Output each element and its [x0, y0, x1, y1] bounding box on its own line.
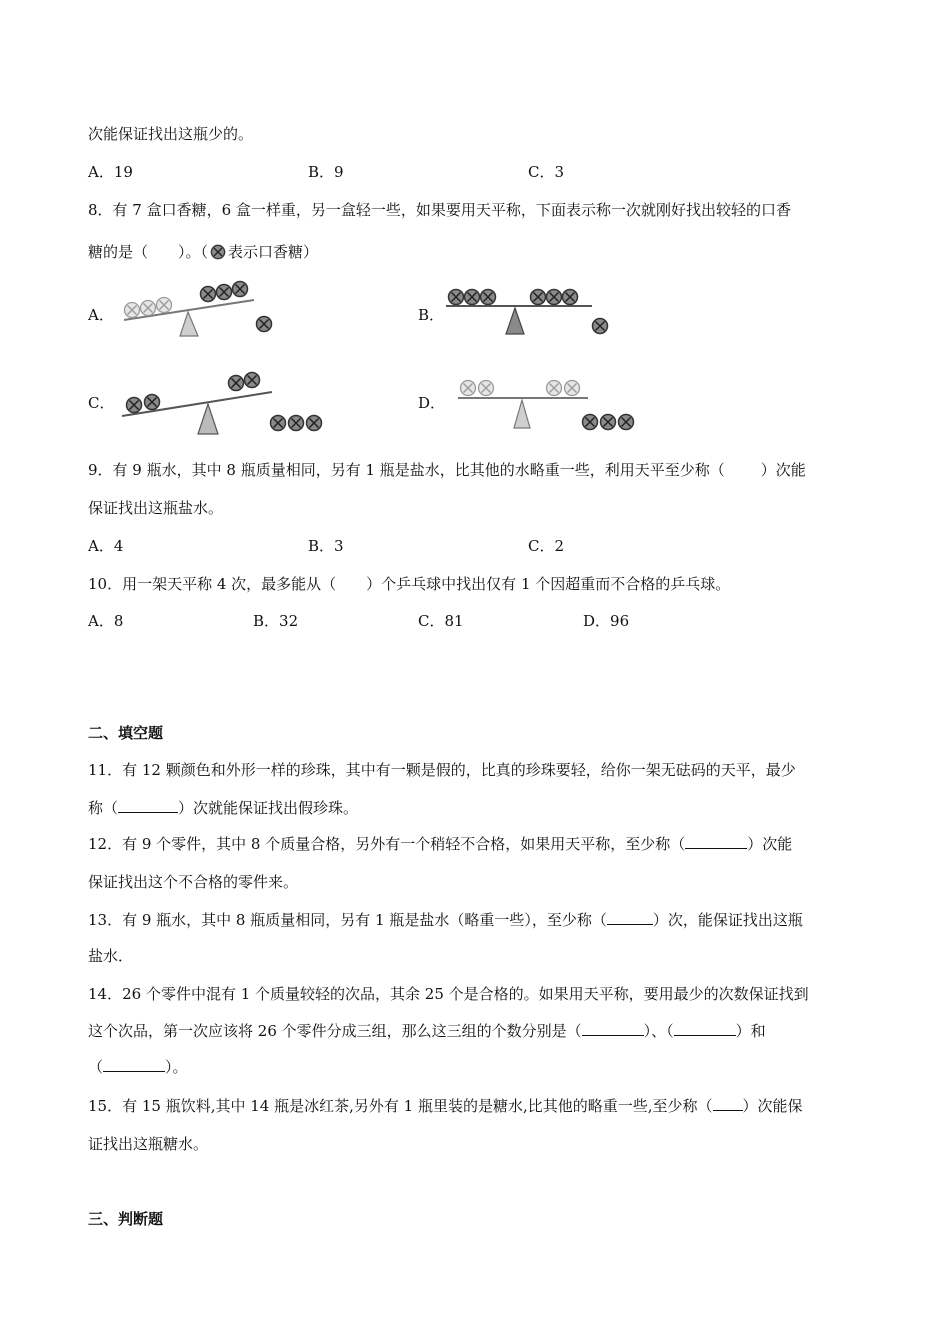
q13-text-b: ）次，能保证找出这瓶: [652, 911, 803, 929]
q15-text-line1: [88, 1096, 803, 1116]
q15-answer-blank[interactable]: [713, 1096, 743, 1111]
q9-option-b[interactable]: B．3: [308, 537, 344, 555]
q8-option-a[interactable]: A．: [88, 306, 114, 324]
q13-text-line2: 盐水．: [88, 947, 134, 965]
q10-text: [88, 574, 730, 594]
q15-text-b: ）次能保: [742, 1097, 803, 1115]
q14-text-b: ）、（: [643, 1022, 674, 1040]
q7-option-b[interactable]: B．9: [308, 163, 344, 181]
q14-answer-blank-1[interactable]: [582, 1021, 644, 1036]
q12-text-line2: 保证找出这个不合格的零件来。: [88, 873, 299, 891]
q12-text-b: ）次能: [747, 835, 793, 853]
q9-option-c[interactable]: C．2: [528, 537, 565, 555]
q8-option-c[interactable]: C．: [88, 394, 115, 412]
q8-option-d[interactable]: D．: [418, 394, 446, 412]
q12-text-a: 12．有 9 个零件，其中 8 个质量合格，另外有一个稍轻不合格，如果用天平称，至少称（: [88, 835, 686, 853]
q13-answer-blank[interactable]: [607, 910, 653, 925]
q8-text-a: 糖的是（: [88, 243, 149, 261]
q12-answer-blank[interactable]: [685, 834, 747, 849]
q14-text-line1: 14．26 个零件中混有 1 个质量较轻的次品，其余 25 个是合格的。如果用天平称，要用最少的次数保证找到: [88, 985, 809, 1003]
balance-figure-a: [118, 278, 288, 340]
balance-figure-c: [118, 366, 338, 440]
section-2-title: 二、填空题: [88, 724, 164, 742]
q12-text-line1: [88, 834, 792, 854]
balance-figure-d: [454, 372, 644, 438]
q11-text-b: ）次就能保证找出假珍珠。: [178, 799, 359, 817]
q8-text-line1: 8．有 7 盒口香糖，6 盒一样重，另一盒轻一些，如果要用天平称，下面表示称一次就刚好找出较轻的口香: [88, 201, 791, 219]
q13-text-a: 13．有 9 瓶水，其中 8 瓶质量相同，另有 1 瓶是盐水（略重一些），至少称（: [88, 911, 607, 929]
section-3-title: 三、判断题: [88, 1210, 164, 1228]
q15-text-a: 15．有 15 瓶饮料,其中 14 瓶是冰红茶,另外有 1 瓶里装的是糖水,比其他的略重一些,至少称（: [88, 1097, 713, 1115]
q10-option-a[interactable]: A．8: [88, 612, 124, 630]
q11-text-line1: 11．有 12 颗颜色和外形一样的珍珠，其中有一颗是假的，比真的珍珠要轻，给你一架无砝码的天平，最少: [88, 761, 796, 779]
q14-text-e: ）。: [165, 1058, 188, 1076]
q11-text-line2: [88, 798, 358, 818]
q7-option-a[interactable]: A．19: [88, 163, 133, 181]
q13-text-line1: [88, 910, 803, 930]
q14-text-a: 这个次品，第一次应该将 26 个零件分成三组，那么这三组的个数分别是（: [88, 1022, 582, 1040]
q7-text: 次能保证找出这瓶少的。: [88, 125, 254, 143]
q11-text-a: 称（: [88, 799, 119, 817]
q11-answer-blank[interactable]: [118, 798, 178, 813]
q8-text-b: ）。（: [178, 243, 209, 261]
gum-box-icon: [210, 244, 226, 260]
q9-text-line2: 保证找出这瓶盐水。: [88, 499, 224, 517]
q9-text-b: ）次能: [760, 461, 806, 479]
balance-figure-b: [442, 284, 622, 338]
q14-answer-blank-2[interactable]: [674, 1021, 736, 1036]
q15-text-line2: 证找出这瓶糖水。: [88, 1135, 209, 1153]
q10-text-a: 10．用一架天平称 4 次，最多能从（: [88, 575, 337, 593]
q10-option-c[interactable]: C．81: [418, 612, 464, 630]
q14-answer-blank-3[interactable]: [103, 1057, 165, 1072]
q8-option-b[interactable]: B．: [418, 306, 445, 324]
q14-text-c: ）和: [735, 1022, 766, 1040]
q8-text-line2: [88, 242, 318, 262]
q10-text-b: ）个乒乓球中找出仅有 1 个因超重而不合格的乒乓球。: [366, 575, 731, 593]
q9-text-line1: [88, 460, 806, 480]
q9-option-a[interactable]: A．4: [88, 537, 124, 555]
q14-text-line2: [88, 1021, 766, 1041]
q7-option-c[interactable]: C．3: [528, 163, 565, 181]
q10-option-b[interactable]: B．32: [253, 612, 299, 630]
q10-option-d[interactable]: D．96: [583, 612, 630, 630]
q8-text-c: 表示口香糖）: [228, 243, 319, 261]
q14-text-d: （: [88, 1058, 104, 1076]
q14-text-line3: [88, 1057, 188, 1077]
q9-text-a: 9．有 9 瓶水，其中 8 瓶质量相同，另有 1 瓶是盐水，比其他的水略重一些，利用天平至少称（: [88, 461, 725, 479]
